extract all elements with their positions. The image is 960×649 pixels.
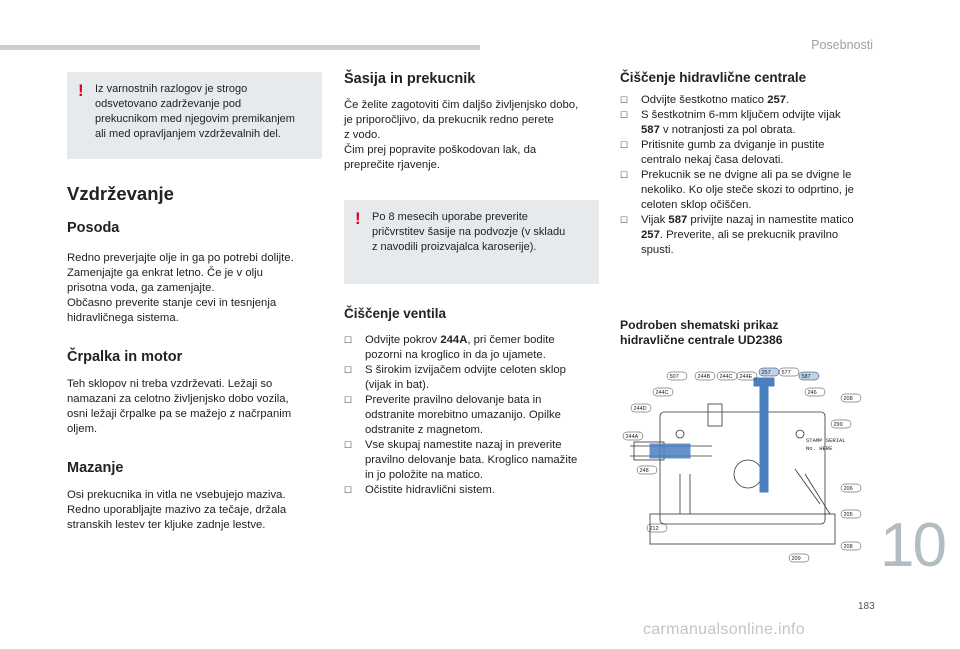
square-bullet-icon: ☐ [344, 395, 353, 405]
diagram-block [660, 412, 825, 524]
diagram-label: 248 [639, 468, 649, 474]
list-item: ☐ Vse skupaj namestite nazaj in preverite pravilno delovanje bata. Kroglico namažite in jo položite na matico. [344, 439, 578, 481]
watermark: carmanualsonline.info [643, 621, 805, 638]
diagram-highlight-bolt [760, 382, 768, 492]
diagram-label: 212 [649, 526, 659, 532]
diagram-label: 208 [843, 396, 853, 402]
square-bullet-icon: ☐ [344, 365, 353, 375]
list-item: ☐ Odvijte šestkotno matico 257. [620, 94, 790, 106]
diagram-stamp-text: No. HERE [806, 445, 833, 452]
diagram-port [676, 430, 684, 438]
warning-box [67, 72, 322, 159]
header-title: Posebnosti [811, 38, 873, 52]
diagram-label: 244C [655, 390, 669, 396]
sasija-heading: Šasija in prekucnik [344, 71, 476, 87]
crpalka-text: Teh sklopov ni treba vzdrževati. Ležaji so namazani za celotno življenjsko dobo vozila, osni ležaji črpalke pa se mažejo z načrpanim oljem. [67, 378, 292, 435]
diagram-heading: Podroben shematski prikaz hidravlične centrale UD2386 [620, 318, 783, 347]
square-bullet-icon: ☐ [620, 95, 629, 105]
ventil-list [344, 333, 599, 498]
diagram-label: 587 [801, 374, 811, 380]
diagram-label: 577 [781, 370, 791, 376]
diagram-center-port [734, 460, 762, 488]
warning-box [344, 200, 599, 284]
mazanje-text: Osi prekucnika in vitla ne vsebujejo maziva. Redno uporabljajte mazivo za tečaje, držala stranskih lestev ter kljuke zadnje lestve. [67, 489, 287, 531]
diagram-label: 299 [833, 422, 843, 428]
diagram-label: 246 [807, 390, 817, 396]
diagram-port [796, 430, 804, 438]
diagram-label: 507 [669, 374, 679, 380]
square-bullet-icon: ☐ [620, 110, 629, 120]
list-item: ☐ Odvijte pokrov 244A, pri čemer bodite pozorni na kroglico in da jo ujamete. [344, 334, 555, 361]
hydraulic-unit-diagram [620, 364, 872, 572]
posoda-text: Redno preverjajte olje in ga po potrebi dolijte. Zamenjajte ga enkrat letno. Če je v olju prisotna voda, ga zamenjajte. Občasno preverite stanje cevi in tesnjenja hidravličnega sistema. [67, 252, 294, 324]
diagram-label: 244C [719, 374, 733, 380]
square-bullet-icon: ☐ [620, 170, 629, 180]
diagram-label: 244B [697, 374, 711, 380]
warning-text: Po 8 mesecih uporabe preverite pričvrstitev šasije na podvozje (v skladu z navodili proizvajalca karoserije). [372, 211, 566, 253]
diagram-label: 208 [843, 544, 853, 550]
section-title: Vzdrževanje [67, 183, 174, 204]
diagram-valve [708, 404, 722, 426]
diagram-highlight-nut [754, 378, 774, 386]
list-item: ☐ S širokim izvijačem odvijte celoten sklop (vijak in bat). [344, 364, 566, 391]
square-bullet-icon: ☐ [344, 335, 353, 345]
column-left [67, 72, 322, 533]
header-bar [0, 45, 480, 50]
diagram-label: 244D [633, 406, 647, 412]
page-number: 183 [858, 601, 875, 612]
list-item: ☐ Vijak 587 privijte nazaj in namestite matico 257. Preverite, ali se prekucnik pravilno spusti. [620, 214, 854, 256]
square-bullet-icon: ☐ [344, 485, 353, 495]
diagram-label: 257 [761, 370, 771, 376]
list-item: ☐ Pritisnite gumb za dviganje in pustite centralo nekaj časa delovati. [620, 139, 825, 166]
list-item: ☐ Očistite hidravlični sistem. [344, 484, 495, 496]
diagram-label: 205 [843, 512, 853, 518]
diagram-highlight-pipe [650, 444, 690, 458]
list-item: ☐ Preverite pravilno delovanje bata in odstranite morebitno umazanijo. Opilke odstranite z magnetom. [344, 394, 561, 436]
diagram-stamp-text: STAMP SERIAL [806, 437, 846, 444]
list-item: ☐ S šestkotnim 6-mm ključem odvijte vijak 587 v notranjosti za pol obrata. [620, 109, 841, 136]
list-item: ☐ Prekucnik se ne dvigne ali pa se dvigne le nekoliko. Ko olje steče skozi to odprtino, je celoten sklop očiščen. [620, 169, 854, 211]
square-bullet-icon: ☐ [620, 215, 629, 225]
ventil-heading: Čiščenje ventila [344, 306, 447, 321]
diagram-label: 244E [739, 374, 753, 380]
mazanje-heading: Mazanje [67, 460, 124, 476]
diagram-label: 206 [843, 486, 853, 492]
square-bullet-icon: ☐ [344, 440, 353, 450]
warning-text: Iz varnostnih razlogov je strogo odsvetovano zadrževanje pod prekucnikom med njegovim premikanjem ali med opravljanjem vzdrževalnih del. [95, 83, 295, 140]
exclamation-icon: ! [78, 81, 84, 100]
centrale-heading: Čiščenje hidravlične centrale [620, 70, 807, 85]
posoda-heading: Posoda [67, 220, 120, 236]
sasija-text: Če želite zagotoviti čim daljšo življenjsko dobo, je priporočljivo, da prekucnik redno perete z vodo. Čim prej popravite poškodovan lak, da preprečite rjavenje. [344, 99, 579, 171]
crpalka-heading: Črpalka in motor [67, 349, 183, 365]
chapter-number: 10 [880, 511, 945, 580]
diagram-label: 244A [625, 434, 639, 440]
column-middle [344, 70, 599, 498]
diagram-label: 209 [791, 556, 801, 562]
centrale-list [620, 93, 878, 258]
column-right [620, 70, 878, 348]
square-bullet-icon: ☐ [620, 140, 629, 150]
diagram-base [650, 514, 835, 544]
exclamation-icon: ! [355, 209, 361, 228]
